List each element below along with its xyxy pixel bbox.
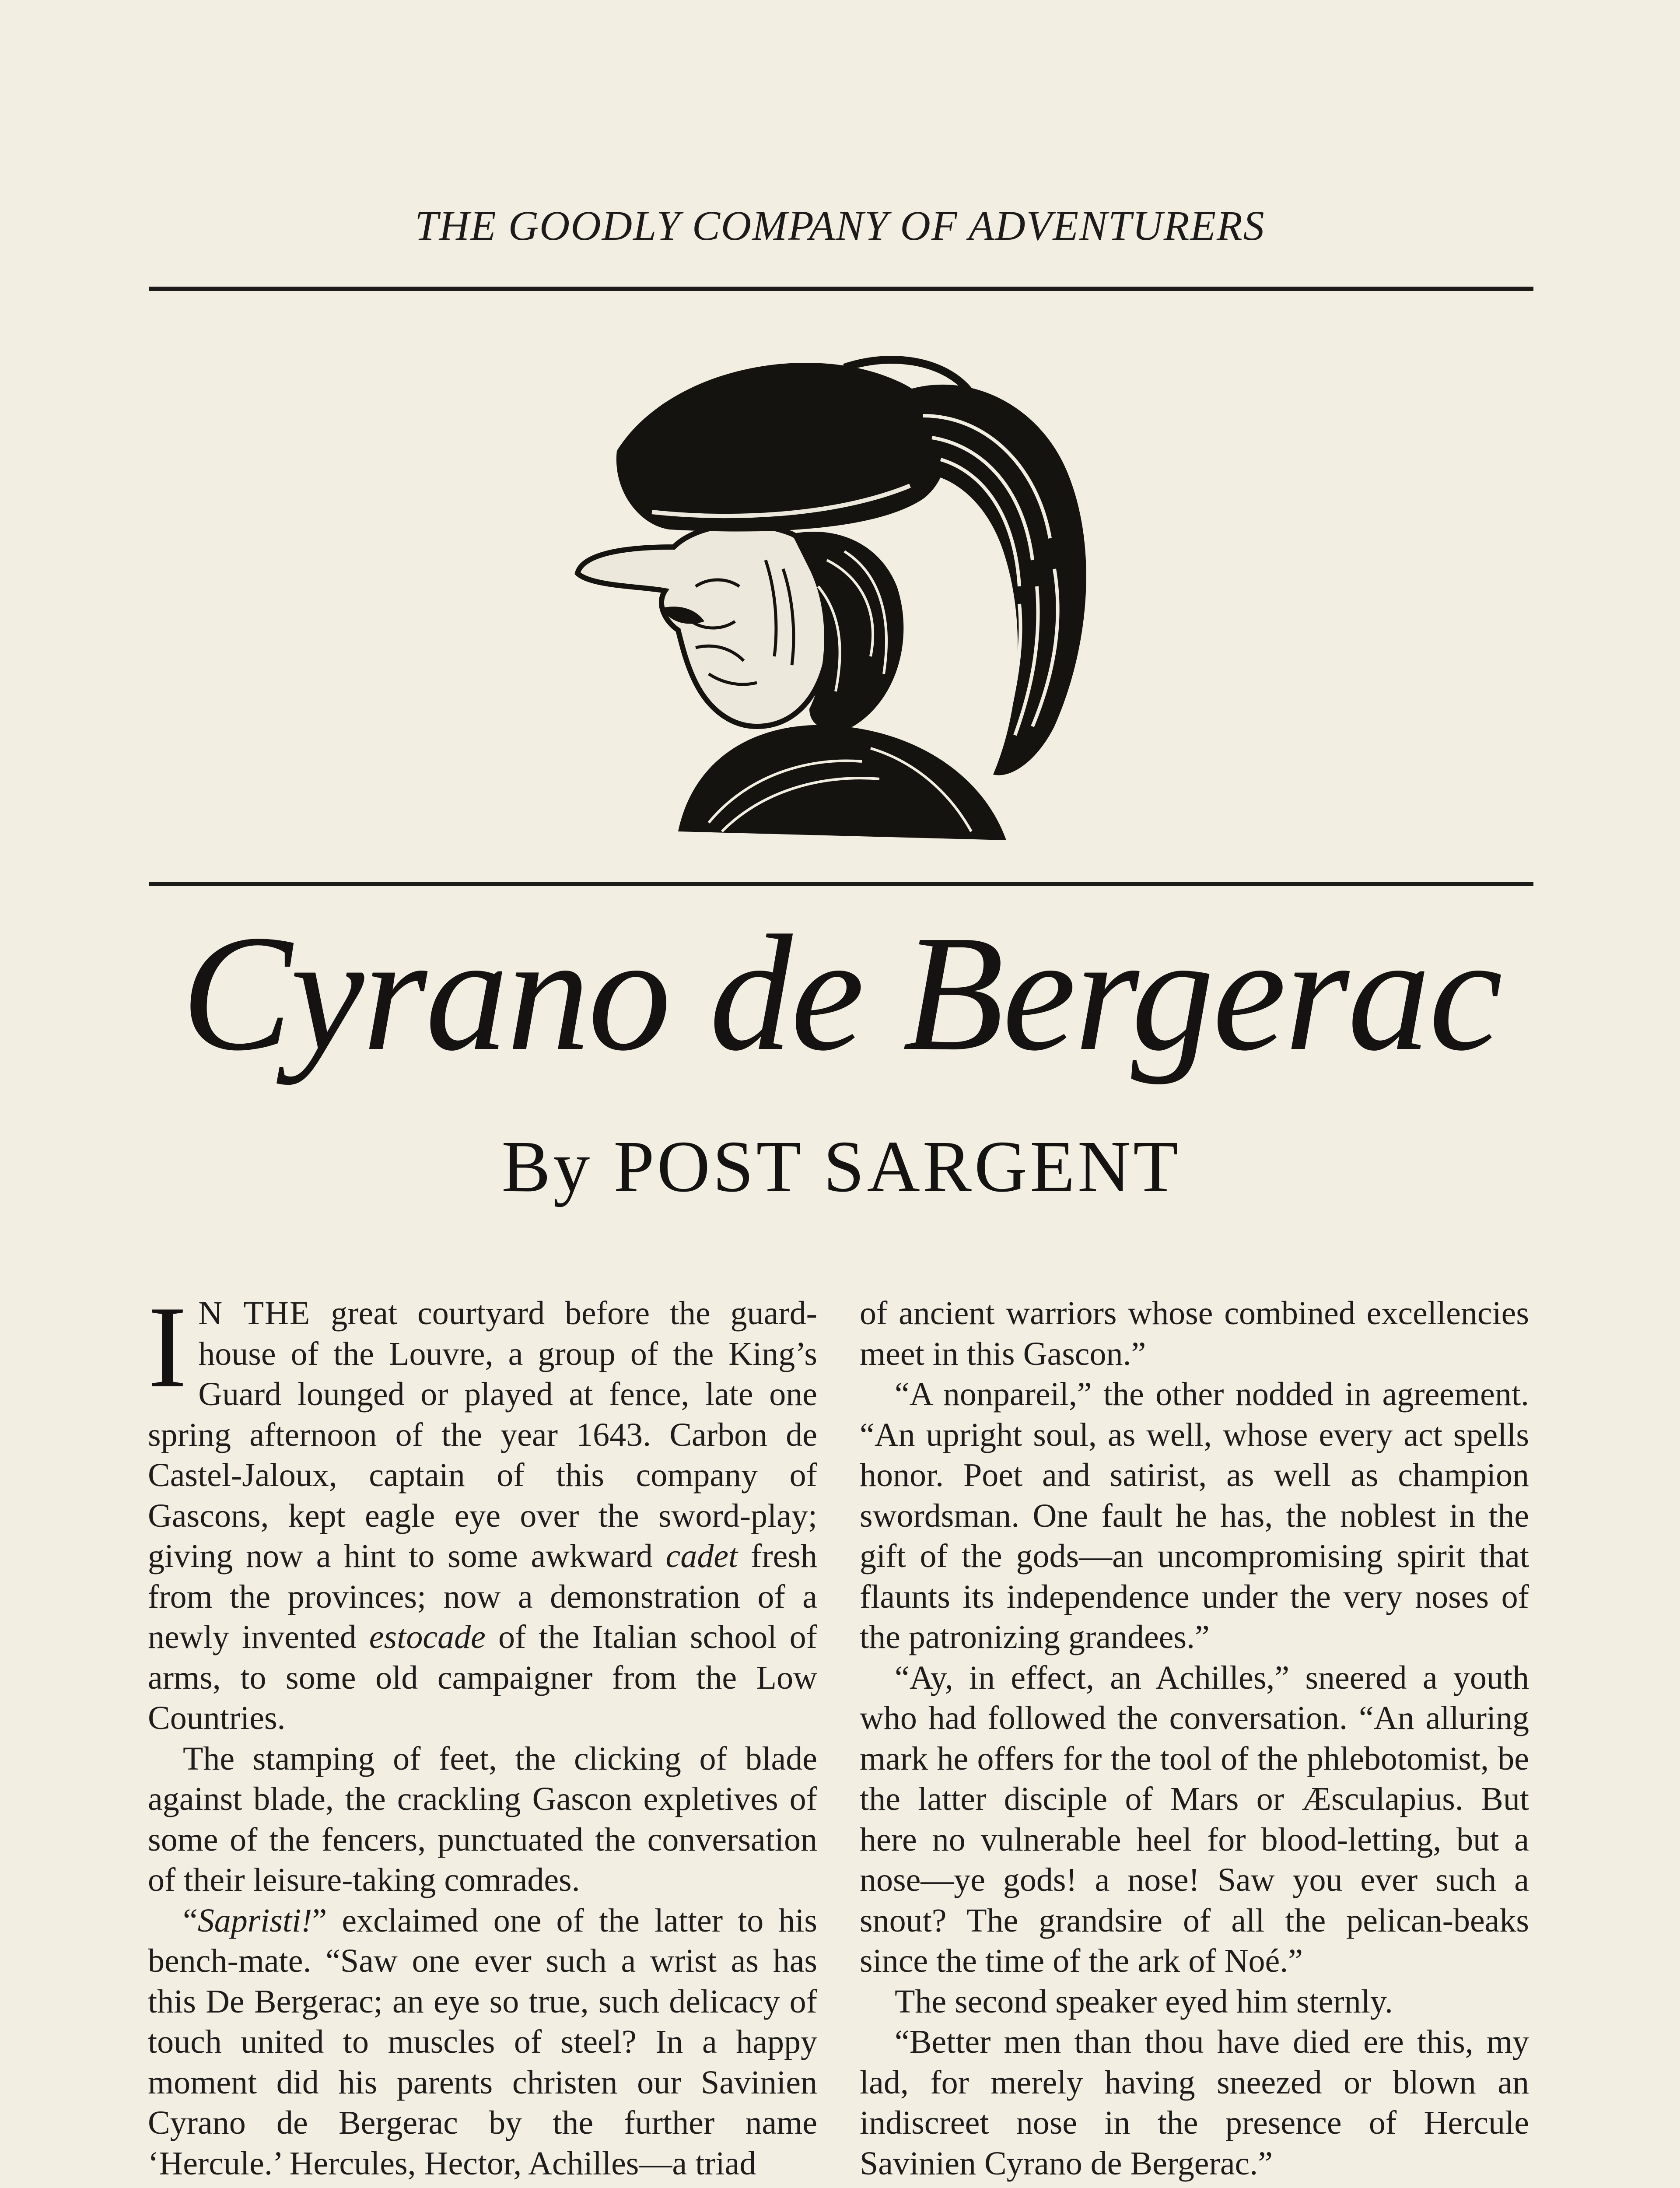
paragraph: The second speaker eyed him sternly. bbox=[895, 1983, 1393, 2020]
paragraph: “A nonpareil,” the other nodded in agreement. “An upright soul, as well, whose every act spells honor. Poet and satirist, as well as champion swordsman. One fault he has, the noblest in the gift of the gods—an uncompromising spirit that flaunts its independence under the very noses of the patronizing grandees.” bbox=[860, 1376, 1529, 1655]
paragraph bbox=[148, 1282, 817, 1739]
paragraph: “Better men than thou have died ere this, my lad, for merely having sneezed or blown an indiscreet nose in the presence of Hercule Savinien Cyrano de Bergerac.” bbox=[860, 2023, 1529, 2182]
italic-term: cadet bbox=[665, 1538, 738, 1574]
lead-in: N THE bbox=[198, 1295, 311, 1332]
top-rule bbox=[149, 287, 1533, 291]
paragraph-text: of the Italian school of arms, to some old campaigner from the Low Countries. bbox=[148, 1619, 817, 1736]
italic-term: Sapristi! bbox=[197, 1902, 312, 1939]
paragraph-text: ” exclaimed one of the latter to his bench-mate. “Saw one ever such a wrist as has this De Bergerac; an eye so true, such delicacy of touch united to muscles of steel? In a happy moment did his parents christen our Savinien Cyrano de Bergerac by the further name ‘Hercule.’ Hercules, Hector, Achilles—a triad bbox=[148, 1902, 817, 2182]
byline: By POST SARGENT bbox=[501, 1126, 1181, 1207]
cyrano-portrait-illustration bbox=[564, 341, 1116, 849]
paragraph-text: “ bbox=[183, 1902, 198, 1939]
paragraph: The stamping of feet, the clicking of blade against blade, the crackling Gascon expletives of some of the fencers, punctuated the conversation of their leisure-taking comrades. bbox=[148, 1740, 817, 1898]
paragraph: of ancient warriors whose combined excellencies meet in this Gascon.” bbox=[860, 1295, 1529, 1372]
mid-rule bbox=[149, 882, 1533, 886]
paragraph: “Ay, in effect, an Achilles,” sneered a youth who had followed the conversation. “An alluring mark he offers for the tool of the phlebotomist, be the latter disciple of Mars or Æsculapius. But here no vulnerable heel for blood-letting, but a nose—ye gods! a nose! Saw you ever such a snout? The grandsire of all the pelican-beaks since the time of the ark of Noé.” bbox=[860, 1659, 1529, 1979]
text-column-right bbox=[860, 1293, 1529, 2184]
paragraph-text: fresh from the provinces; now a demonstration of a newly invented bbox=[148, 1538, 817, 1655]
article-title: Cyrano de Bergerac bbox=[181, 901, 1501, 1085]
drop-cap: I bbox=[148, 1282, 187, 1412]
text-column-left bbox=[148, 1282, 817, 2184]
italic-term: estocade bbox=[369, 1619, 486, 1655]
series-title: THE GOODLY COMPANY OF ADVENTURERS bbox=[415, 202, 1265, 249]
paragraph-text: great courtyard before the guard-house of the Louvre, a group of the King’s Guard lounged or played at fence, late one spring afternoon of the year 1643. Carbon de Castel-Jaloux, captain of this company of Gascons, kept eagle eye over the sword-play; giving now a hint to some awkward bbox=[148, 1295, 817, 1574]
paragraph bbox=[148, 1900, 817, 2184]
